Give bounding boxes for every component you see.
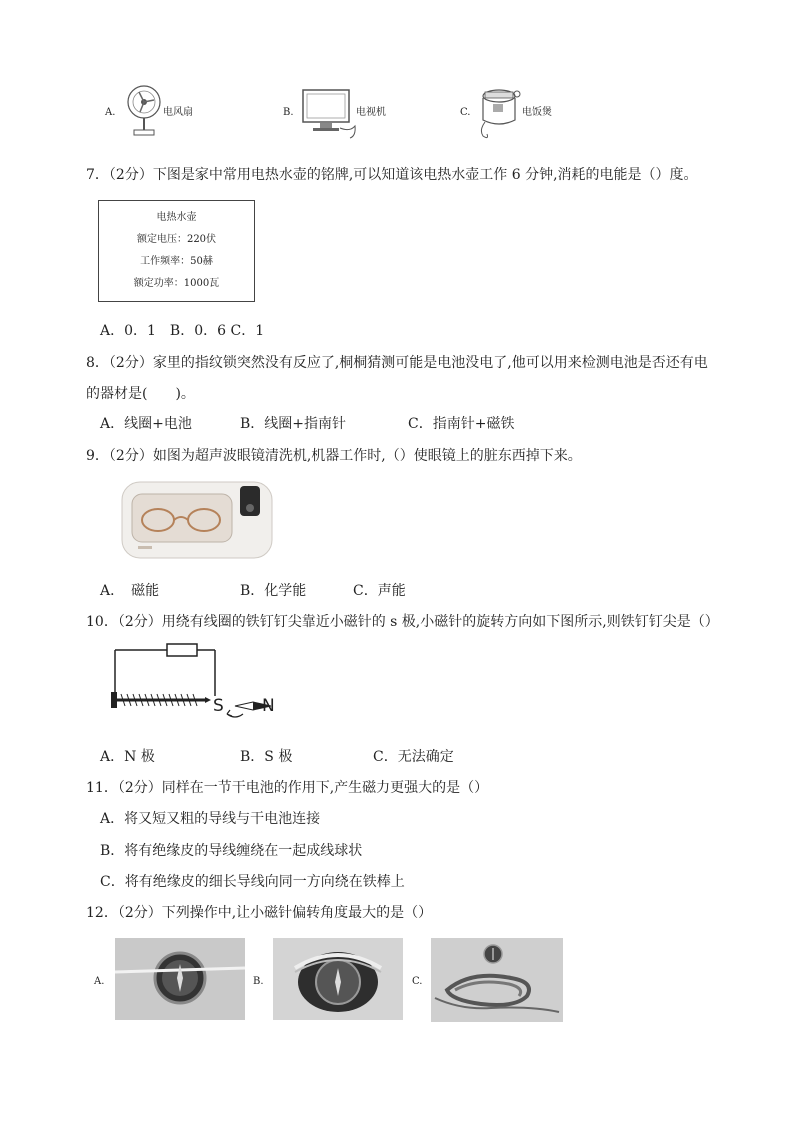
question-9-stem: 9．（2分）如图为超声波眼镜清洗机,机器工作时,（）使眼镜上的脏东西掉下来。 xyxy=(86,448,582,464)
ultrasonic-cleaner-image xyxy=(118,476,278,566)
question-9-option-b: B．化学能 xyxy=(240,583,307,599)
nameplate-title: 电热水壶 xyxy=(156,212,197,223)
question-7-stem: 7．（2分）下图是家中常用电热水壶的铭牌,可以知道该电热水壶工作 6 分钟,消耗的电能是（）度。 xyxy=(86,167,698,183)
nameplate-power: 额定功率：1000瓦 xyxy=(133,278,220,289)
compass-s-label: S xyxy=(213,696,224,716)
question-12-stem: 12．（2分）下列操作中,让小磁针偏转角度最大的是（） xyxy=(86,905,433,921)
option-label-tv: 电视机 xyxy=(356,107,386,118)
option-letter-c: C. xyxy=(460,107,471,118)
option-label-fan: 电风扇 xyxy=(163,107,193,118)
kettle-nameplate xyxy=(98,200,255,302)
question-11-option-b: B．将有绝缘皮的导线缠绕在一起成线球状 xyxy=(100,843,363,859)
question-9-option-a: A． 磁能 xyxy=(100,583,160,599)
question-8-option-c: C．指南针+磁铁 xyxy=(408,416,515,432)
question-11-option-c: C．将有绝缘皮的细长导线向同一方向绕在铁棒上 xyxy=(100,874,405,890)
compass-under-wire-photo xyxy=(115,938,245,1020)
question-11-stem: 11．（2分）同样在一节干电池的作用下,产生磁力更强大的是（） xyxy=(86,780,489,796)
television-icon xyxy=(300,88,358,140)
rice-cooker-icon xyxy=(477,84,523,142)
compass-wrapped-coil-photo xyxy=(273,938,403,1020)
question-10-stem: 10．（2分）用绕有线圈的铁钉钉尖靠近小磁针的 s 极,小磁针的旋转方向如下图所示,则铁钉钉尖是（） xyxy=(86,614,719,630)
question-11-option-a: A．将又短又粗的导线与干电池连接 xyxy=(100,811,321,827)
option-letter-a: A. xyxy=(105,107,116,118)
nameplate-frequency: 工作频率：50赫 xyxy=(140,256,213,267)
question-12-letter-a: A. xyxy=(94,976,105,987)
question-7-options: A．0．1 B．0．6 C．1 xyxy=(100,323,265,339)
nameplate-voltage: 额定电压：220伏 xyxy=(136,234,217,245)
nail-coil-compass-diagram xyxy=(105,640,285,724)
question-10-option-b: B．S 极 xyxy=(240,749,293,765)
question-12-letter-b: B. xyxy=(253,976,264,987)
option-label-rice-cooker: 电饭煲 xyxy=(522,107,552,118)
question-8-stem-line2: 的器材是( )。 xyxy=(86,386,195,402)
question-9-option-c: C．声能 xyxy=(353,583,406,599)
question-8-stem-line1: 8．（2分）家里的指纹锁突然没有反应了,桐桐猜测可能是电池没电了,他可以用来检测电池是否还有电 xyxy=(86,355,708,371)
electric-fan-icon xyxy=(125,80,163,138)
option-letter-b: B. xyxy=(283,107,294,118)
question-10-option-a: A．N 极 xyxy=(100,749,155,765)
question-8-option-a: A．线圈+电池 xyxy=(100,416,192,432)
question-12-letter-c: C. xyxy=(412,976,423,987)
coil-near-compass-photo xyxy=(431,938,563,1022)
question-10-option-c: C．无法确定 xyxy=(373,749,454,765)
compass-n-label: N xyxy=(262,696,275,716)
question-8-option-b: B．线圈+指南针 xyxy=(240,416,347,432)
